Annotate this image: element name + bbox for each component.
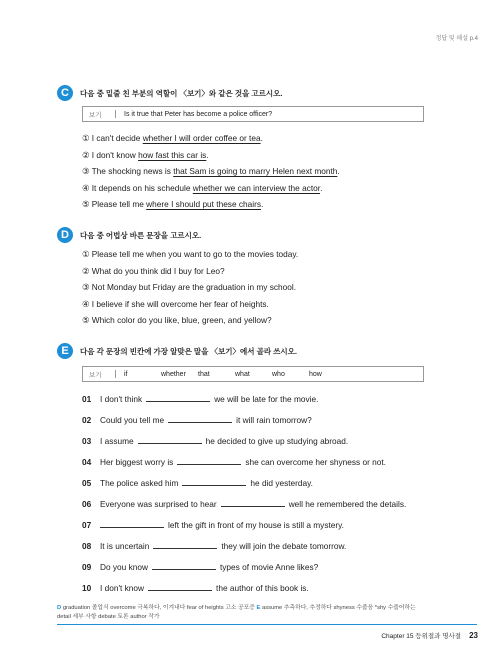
item-text: Could you tell me: [100, 415, 165, 425]
item-number: 05: [82, 478, 92, 488]
option-end: .: [260, 133, 263, 143]
fill-item: [82, 456, 406, 467]
vocab-key: D: [57, 605, 63, 611]
underlined-part: where I should put these chairs: [146, 199, 262, 209]
vocab-text: assume 추측하다, 추정하다 shyness 수줍음 *shy 수줍어하는: [261, 605, 416, 611]
vocab-text: graduation 졸업식 overcome 극복하다, 이겨내다 fear of heights 고소 공포증: [62, 605, 257, 611]
item-number: 10: [82, 583, 92, 593]
answer-blank[interactable]: [221, 498, 285, 507]
section-d-instruction: 다음 중 어법상 바른 문장을 고르시오.: [80, 231, 202, 240]
item-text: they will join the debate tomorrow.: [221, 541, 347, 551]
option-end: .: [206, 149, 209, 160]
item-text: Her biggest worry is: [100, 457, 174, 467]
item-number: 08: [82, 541, 92, 551]
item-number: 09: [82, 562, 92, 572]
option-item: [82, 183, 340, 193]
word-choice: what: [235, 370, 250, 378]
word-choice: that: [198, 370, 210, 378]
section-e-badge: E: [57, 343, 73, 359]
option-item: ③ Not Monday but Friday are the graduation in my school.: [82, 282, 297, 292]
item-text: Everyone was surprised to hear: [100, 499, 217, 509]
option-text: ⑤ Please tell me: [82, 199, 147, 209]
vocabulary-notes: [57, 604, 477, 622]
option-item: ④ I believe if she will overcome her fear of heights.: [82, 298, 269, 309]
fill-item: [82, 561, 406, 572]
answer-reference: 정답 및 해설 p.4: [435, 36, 478, 42]
item-text: types of movie Anne likes?: [219, 562, 319, 572]
option-item: [82, 166, 340, 176]
answer-blank[interactable]: [153, 540, 217, 549]
option-item: ⑤ Which color do you like, blue, green, and yellow?: [82, 315, 272, 325]
option-item: [82, 133, 340, 143]
item-number: 01: [82, 394, 92, 404]
section-e-word-box: [82, 366, 424, 382]
item-text: she can overcome her shyness or not.: [245, 457, 386, 467]
item-text: well he remembered the details.: [288, 499, 407, 509]
fill-item: [82, 477, 406, 488]
answer-blank[interactable]: [177, 456, 241, 465]
chapter-title: Chapter 15 등위절과 명사절: [381, 633, 462, 640]
item-text: I don't know: [100, 583, 145, 593]
option-item: [82, 199, 340, 209]
item-number: 07: [82, 520, 92, 530]
fill-item: [82, 414, 406, 425]
divider: [115, 110, 116, 118]
underlined-part: whether we can interview the actor: [192, 182, 321, 193]
item-text: I don't think: [100, 394, 143, 404]
option-item: ① Please tell me when you want to go to the movies today.: [82, 249, 299, 259]
item-text: we will be late for the movie.: [214, 394, 319, 404]
option-text: ② I don't know: [82, 149, 139, 160]
answer-blank[interactable]: [148, 582, 212, 591]
item-number: 02: [82, 415, 92, 425]
item-number: 04: [82, 457, 92, 467]
option-text: ① I can't decide: [82, 133, 143, 143]
answer-blank[interactable]: [146, 393, 210, 402]
answer-blank[interactable]: [138, 435, 202, 444]
vocab-line-1: [57, 604, 477, 613]
section-c-badge: C: [57, 85, 73, 101]
item-text: it will rain tomorrow?: [236, 415, 312, 425]
item-text: he did yesterday.: [250, 478, 313, 488]
section-c-options: [82, 133, 340, 216]
section-e-instruction: 다음 각 문장의 빈칸에 가장 알맞은 말을 〈보기〉에서 골라 쓰시오.: [80, 347, 297, 356]
item-text: he decided to give up studying abroad.: [205, 436, 349, 446]
fill-item: [82, 435, 406, 446]
word-box-label: 보기: [89, 371, 102, 379]
footer-rule: [57, 624, 477, 625]
option-item: ② What do you think did I buy for Leo?: [82, 265, 225, 276]
option-item: [82, 150, 340, 160]
section-c-instruction: 다음 중 밑줄 친 부분의 역할이 〈보기〉와 같은 것을 고르시오.: [80, 89, 283, 98]
page-number: 23: [469, 631, 478, 640]
option-end: .: [337, 166, 340, 176]
option-text: ③ The shocking news is: [82, 166, 174, 176]
fill-item: [82, 540, 406, 551]
item-text: Do you know: [100, 562, 148, 572]
section-d-options: [82, 249, 298, 332]
example-sentence: Is it true that Peter has become a police officer?: [124, 110, 273, 118]
word-choice: if: [124, 370, 128, 378]
page-footer: [381, 631, 478, 640]
divider: [115, 370, 116, 378]
underlined-part: whether I will order coffee or tea: [142, 133, 261, 143]
section-d-badge: D: [57, 227, 73, 243]
section-e-items: [82, 393, 406, 603]
word-choices: [124, 371, 346, 378]
vocab-key: E: [256, 605, 262, 611]
item-text: It is uncertain: [100, 541, 150, 551]
underlined-part: how fast this car is: [138, 149, 207, 160]
item-number: 03: [82, 436, 92, 446]
fill-item: [82, 393, 406, 404]
fill-item: [82, 582, 406, 593]
word-choice: who: [272, 370, 285, 378]
item-number: 06: [82, 499, 92, 509]
answer-blank[interactable]: [182, 477, 246, 486]
item-text: The police asked him: [100, 478, 179, 488]
section-c-example-box: [82, 106, 424, 122]
word-choice: whether: [161, 370, 186, 378]
item-text: the author of this book is.: [216, 583, 309, 593]
option-text: ④ It depends on his schedule: [82, 182, 193, 193]
word-choice: how: [309, 370, 322, 378]
example-box-label: 보기: [89, 111, 102, 119]
answer-blank[interactable]: [152, 561, 216, 570]
answer-blank[interactable]: [168, 414, 232, 423]
item-text: I assume: [100, 436, 134, 446]
fill-item: [82, 498, 406, 509]
vocab-line-2: detail 세부 사항 debate 토론 author 작가: [57, 614, 160, 620]
option-end: .: [261, 199, 264, 209]
underlined-part: that Sam is going to marry Helen next month: [173, 166, 338, 176]
answer-blank[interactable]: [100, 519, 164, 528]
option-end: .: [320, 182, 323, 193]
item-text: left the gift in front of my house is still a mystery.: [168, 520, 344, 530]
fill-item: [82, 519, 406, 530]
